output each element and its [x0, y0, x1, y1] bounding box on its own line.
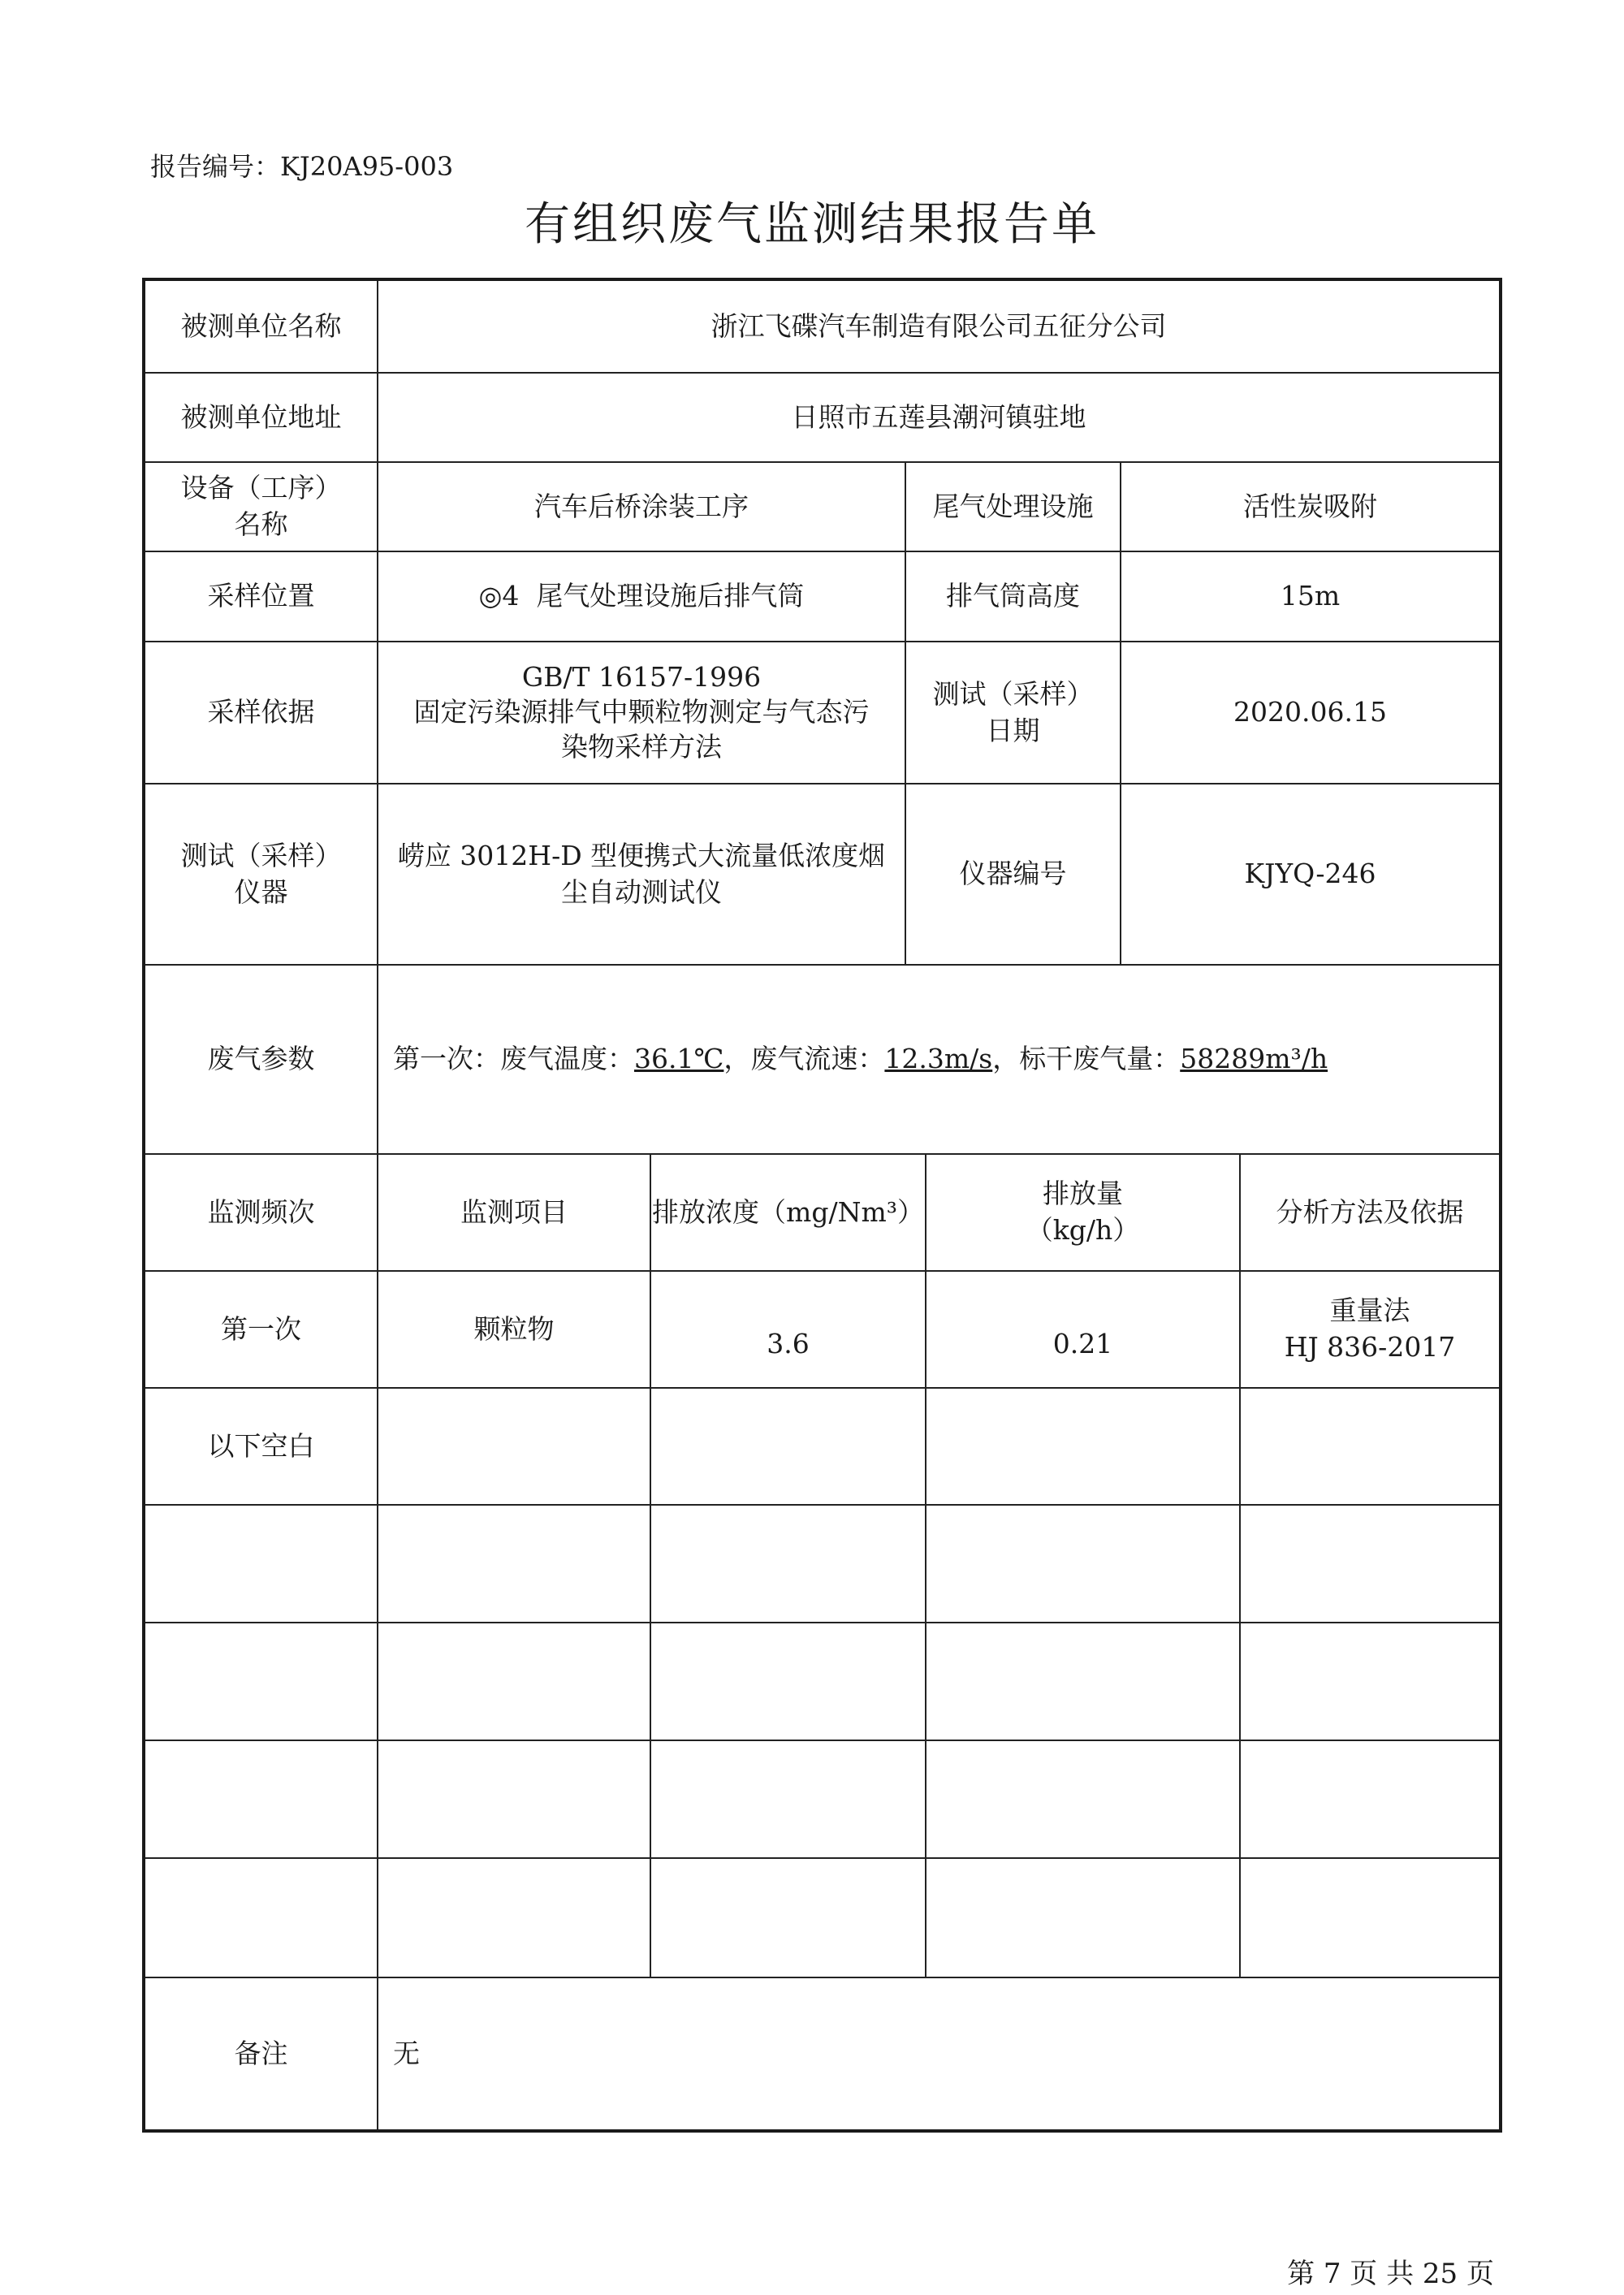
- row1-frequency: 第一次: [221, 1312, 301, 1345]
- instrument-no-value: KJYQ-246: [1244, 858, 1376, 890]
- params-sep-2: ，标干废气量：: [992, 1043, 1181, 1075]
- header-item: 监测项目: [460, 1195, 568, 1228]
- unit-address-label: 被测单位地址: [180, 400, 342, 433]
- row1-emission-rate: 0.21: [1052, 1327, 1113, 1359]
- params-temperature: 36.1℃: [634, 1043, 724, 1075]
- stack-height-label: 排气筒高度: [946, 580, 1080, 612]
- row1-method: 重量法 HJ 836-2017: [1284, 1294, 1456, 1363]
- instrument-no-label: 仪器编号: [959, 858, 1067, 890]
- date-label: 测试（采样） 日期: [932, 677, 1094, 746]
- location-label: 采样位置: [207, 580, 315, 612]
- basis-value: GB/T 16157-1996 固定污染源排气中颗粒物测定与气态污 染物采样方法: [413, 661, 870, 763]
- location-value: ◎4 尾气处理设施后排气筒: [478, 580, 805, 612]
- treatment-label: 尾气处理设施: [932, 490, 1094, 522]
- params-velocity: 12.3m/s: [884, 1043, 993, 1075]
- page-number: 第 7 页 共 25 页: [1287, 2258, 1494, 2290]
- unit-name-label: 被测单位名称: [180, 309, 342, 342]
- params-value: [378, 966, 1499, 1153]
- params-prefix: 第一次：废气温度：: [393, 1043, 634, 1075]
- unit-address-value: 日照市五莲县潮河镇驻地: [791, 400, 1086, 433]
- header-method: 分析方法及依据: [1276, 1195, 1464, 1228]
- document-title: 有组织废气监测结果报告单: [525, 198, 1099, 251]
- remarks-value: 无: [393, 2037, 420, 2069]
- header-frequency: 监测频次: [207, 1195, 315, 1228]
- equipment-label: 设备（工序） 名称: [180, 472, 342, 540]
- report-number: 报告编号：KJ20A95-003: [150, 151, 454, 182]
- date-value: 2020.06.15: [1233, 696, 1387, 728]
- basis-label: 采样依据: [207, 696, 315, 728]
- instrument-value: 崂应 3012H-D 型便携式大流量低浓度烟 尘自动测试仪: [397, 839, 886, 908]
- report-table: [142, 278, 1502, 2133]
- params-label: 废气参数: [207, 1043, 315, 1075]
- unit-name-value: 浙江飞碟汽车制造有限公司五征分公司: [710, 309, 1167, 342]
- remarks-label: 备注: [234, 2037, 288, 2069]
- instrument-label: 测试（采样） 仪器: [180, 839, 342, 908]
- blank-below-label: 以下空白: [207, 1429, 315, 1462]
- treatment-value: 活性炭吸附: [1243, 490, 1377, 522]
- params-flow: 58289m³/h: [1180, 1043, 1328, 1075]
- row1-concentration: 3.6: [767, 1327, 810, 1359]
- params-sep-1: ，废气流速：: [723, 1043, 885, 1075]
- header-emission-rate: 排放量 （kg/h）: [1026, 1178, 1140, 1246]
- stack-height-value: 15m: [1280, 580, 1341, 612]
- equipment-value: 汽车后桥涂装工序: [534, 490, 749, 522]
- row1-item: 颗粒物: [473, 1312, 555, 1345]
- header-concentration: 排放浓度（mg/Nm³）: [652, 1195, 924, 1228]
